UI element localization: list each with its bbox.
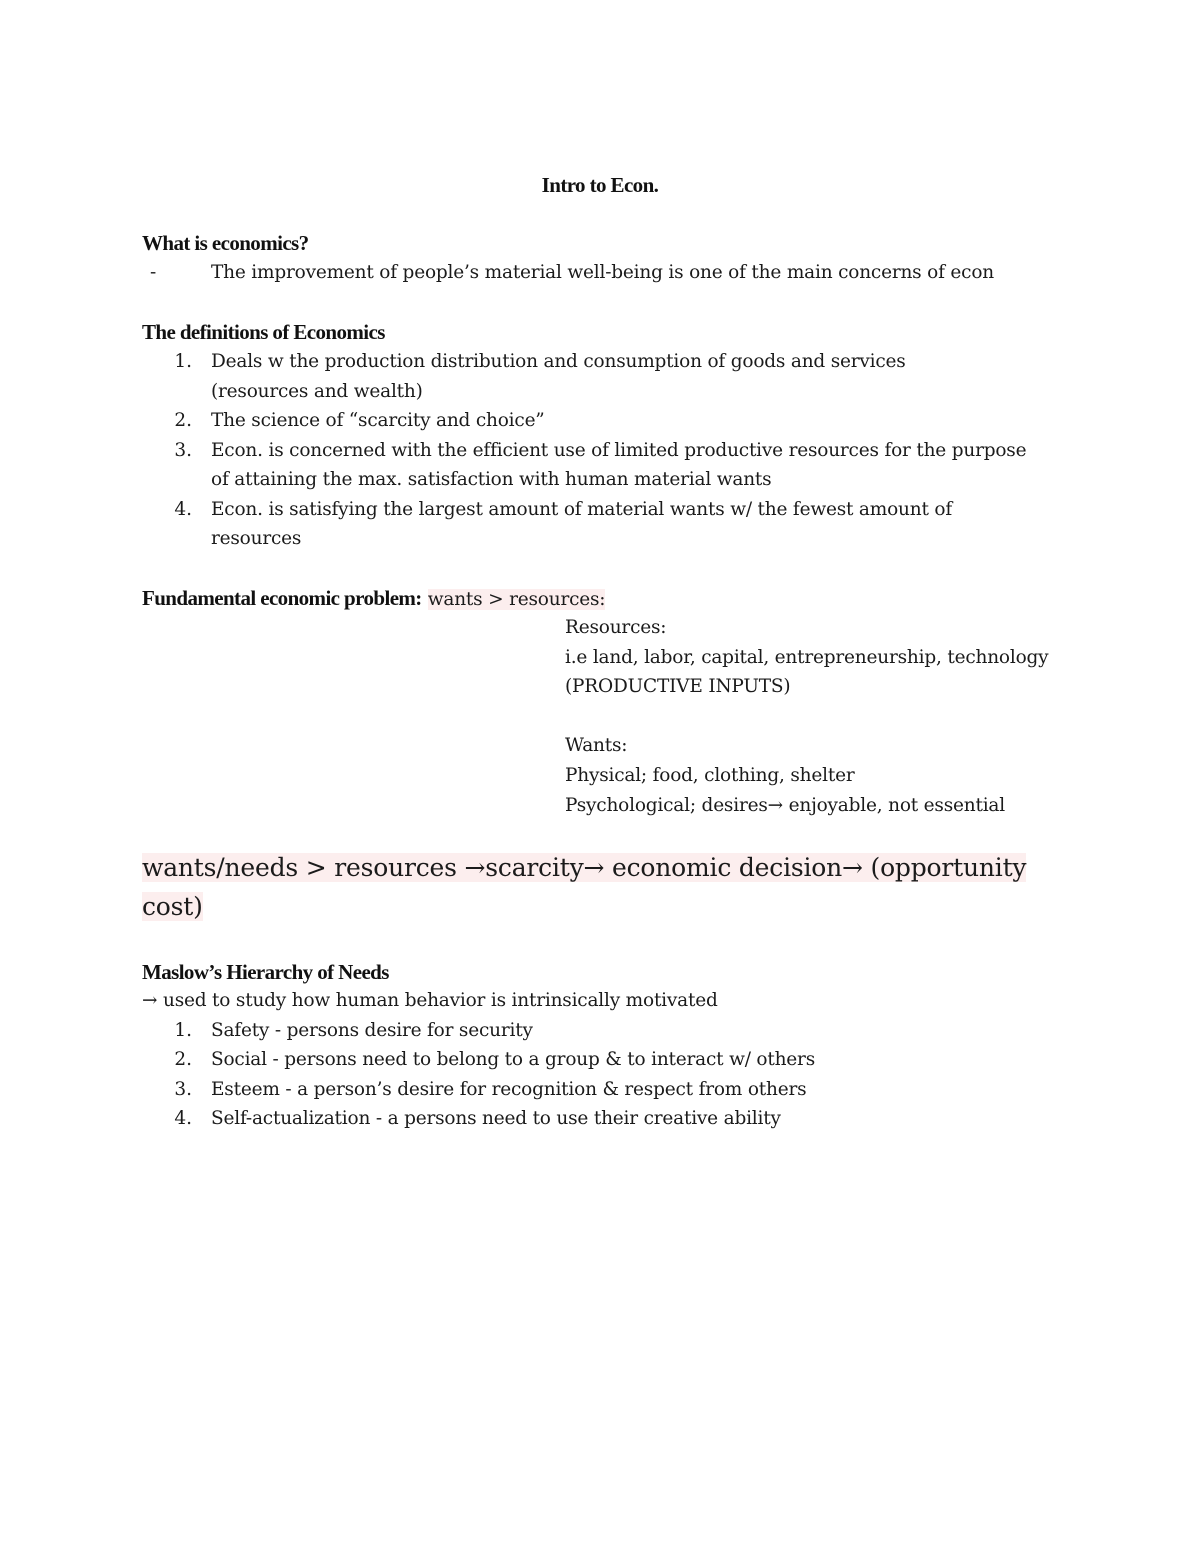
wants-physical: Physical; food, clothing, shelter [565, 765, 855, 786]
fundamental-problem-line [142, 583, 605, 615]
list-number: 2. [174, 1049, 192, 1070]
list-number: 1. [174, 1020, 192, 1041]
list-item-line: The science of “scarcity and choice” [211, 410, 545, 431]
scarcity-equation-text: wants/needs > resources →scarcity→ economic decision→ (opportunity cost) [142, 853, 1027, 921]
maslow-item: Self-actualization - a persons need to use their creative ability [211, 1108, 781, 1129]
list-number: 2. [174, 410, 192, 431]
resources-label: Resources: [565, 617, 667, 638]
section-heading-maslow: Maslow’s Hierarchy of Needs [142, 960, 389, 984]
maslow-intro: → used to study how human behavior is intrinsically motivated [142, 990, 718, 1011]
maslow-item: Safety - persons desire for security [211, 1020, 533, 1041]
bullet-text: The improvement of people’s material well-being is one of the main concerns of econ [211, 262, 994, 283]
section-heading-what-is-economics: What is economics? [142, 231, 309, 255]
document-title: Intro to Econ. [541, 173, 659, 197]
list-item-line: Econ. is satisfying the largest amount of material wants w/ the fewest amount of [211, 499, 952, 520]
list-item-line: (resources and wealth) [211, 381, 423, 402]
wants-label: Wants: [565, 735, 628, 756]
maslow-item: Social - persons need to belong to a group & to interact w/ others [211, 1049, 815, 1070]
bullet-marker: - [150, 262, 157, 283]
highlighted-text: wants > resources: [427, 589, 606, 610]
list-item-line: resources [211, 528, 302, 549]
resources-list: i.e land, labor, capital, entrepreneurship, technology [565, 647, 1049, 668]
list-item-line: Econ. is concerned with the efficient use of limited productive resources for the purpose [211, 440, 1027, 461]
list-item-line: of attaining the max. satisfaction with human material wants [211, 469, 772, 490]
list-number: 1. [174, 351, 192, 372]
list-number: 4. [174, 1108, 192, 1129]
list-item-line: Deals w the production distribution and consumption of goods and services [211, 351, 906, 372]
resources-note: (PRODUCTIVE INPUTS) [565, 676, 791, 697]
scarcity-equation [142, 848, 1042, 926]
section-heading-fundamental-problem: Fundamental economic problem: [142, 586, 422, 610]
maslow-item: Esteem - a person’s desire for recognition & respect from others [211, 1079, 807, 1100]
list-number: 3. [174, 440, 192, 461]
section-heading-definitions: The definitions of Economics [142, 320, 385, 344]
list-number: 3. [174, 1079, 192, 1100]
list-number: 4. [174, 499, 192, 520]
wants-psychological: Psychological; desires→ enjoyable, not essential [565, 795, 1005, 816]
